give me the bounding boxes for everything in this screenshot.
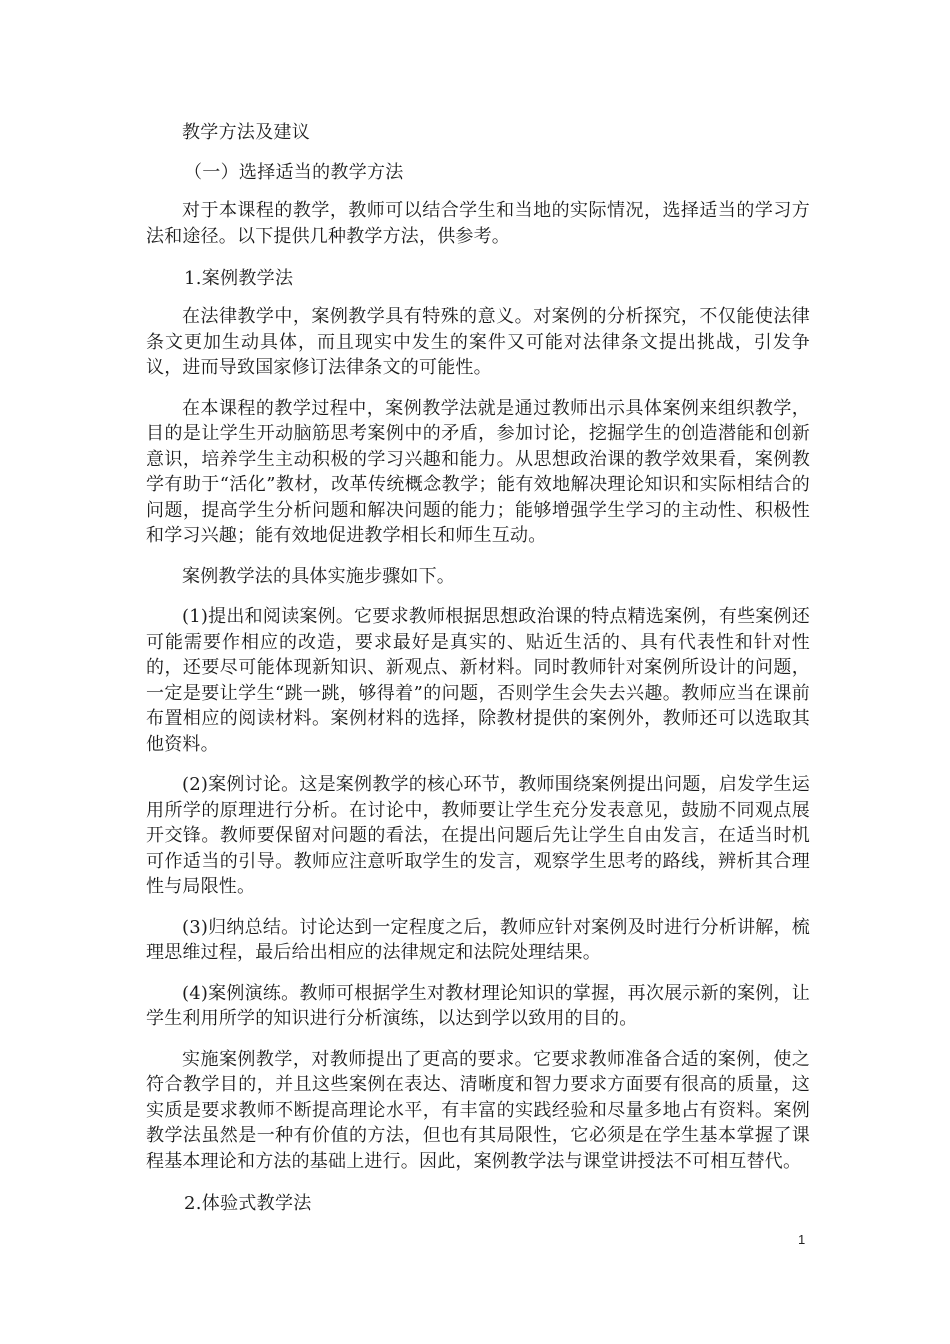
paragraph-implementation-steps: 案例教学法的具体实施步骤如下。 [182,565,455,587]
paragraph-step-3: (3)归纳总结。讨论达到一定程度之后，教师应针对案例及时进行分析讲解，梳理思维过程，最后给出相应的法律规定和法院处理结果。 [146,916,810,963]
document-title: 教学方法及建议 [182,122,311,143]
page-number: 1 [798,1232,806,1247]
intro-paragraph: 对于本课程的教学，教师可以结合学生和当地的实际情况，选择适当的学习方法和途径。以下提供几种教学方法，供参考。 [146,200,810,247]
paragraph-case-significance: 在法律教学中，案例教学具有特殊的意义。对案例的分析探究，不仅能使法律条文更加生动具体，而且现实中发生的案件又可能对法律条文提出挑战，引发争议，进而导致国家修订法律条文的可能性。 [146,306,810,378]
paragraph-step-4: (4)案例演练。教师可根据学生对教材理论知识的掌握，再次展示新的案例，让学生利用所学的知识进行分析演练，以达到学以致用的目的。 [146,982,810,1029]
document-body [146,118,810,1229]
paragraph-case-method-purpose: 在本课程的教学过程中，案例教学法就是通过教师出示具体案例来组织教学，目的是让学生开动脑筋思考案例中的矛盾，参加讨论，挖掘学生的创造潜能和创新意识，培养学生主动积极的学习兴趣和能力。从思想政治课的教学效果看，案例教学有助于“活化”教材，改革传统概念教学；能有效地解决理论知识和实际相结合的问题，提高学生分析问题和解决问题的能力；能够增强学生学习的主动性、积极性和学习兴趣；能有效地促进教学相长和师生互动。 [146,397,810,546]
paragraph-teacher-requirements: 实施案例教学，对教师提出了更高的要求。它要求教师准备合适的案例，使之符合教学目的，并且这些案例在表达、清晰度和智力要求方面要有很高的质量，这实质是要求教师不断提高理论水平，有丰富的实践经验和尽量多地占有资料。案例教学法虽然是一种有价值的方法，但也有其局限性，它必须是在学生基本掌握了课程基本理论和方法的基础上进行。因此，案例教学法与课堂讲授法不可相互替代。 [146,1048,810,1172]
section-heading: （一）选择适当的教学方法 [184,162,404,183]
paragraph-step-1: (1)提出和阅读案例。它要求教师根据思想政治课的特点精选案例，有些案例还可能需要作相应的改造，要求最好是真实的、贴近生活的、具有代表性和针对性的，还要尽可能体现新知识、新观点、新材料。同时教师针对案例所设计的问题，一定是要让学生“跳一跳，够得着”的问题，否则学生会失去兴趣。教师应当在课前布置相应的阅读材料。案例材料的选择，除教材提供的案例外，教师还可以选取其他资料。 [146,606,810,755]
paragraph-step-2: (2)案例讨论。这是案例教学的核心环节，教师围绕案例提出问题，启发学生运用所学的原理进行分析。在讨论中，教师要让学生充分发表意见，鼓励不同观点展开交锋。教师要保留对问题的看法，在提出问题后先让学生自由发言，在适当时机可作适当的引导。教师应注意听取学生的发言，观察学生思考的路线，辨析其合理性与局限性。 [146,774,810,897]
method2-heading: 2.体验式教学法 [184,1193,312,1214]
method1-heading: 1.案例教学法 [184,268,294,289]
